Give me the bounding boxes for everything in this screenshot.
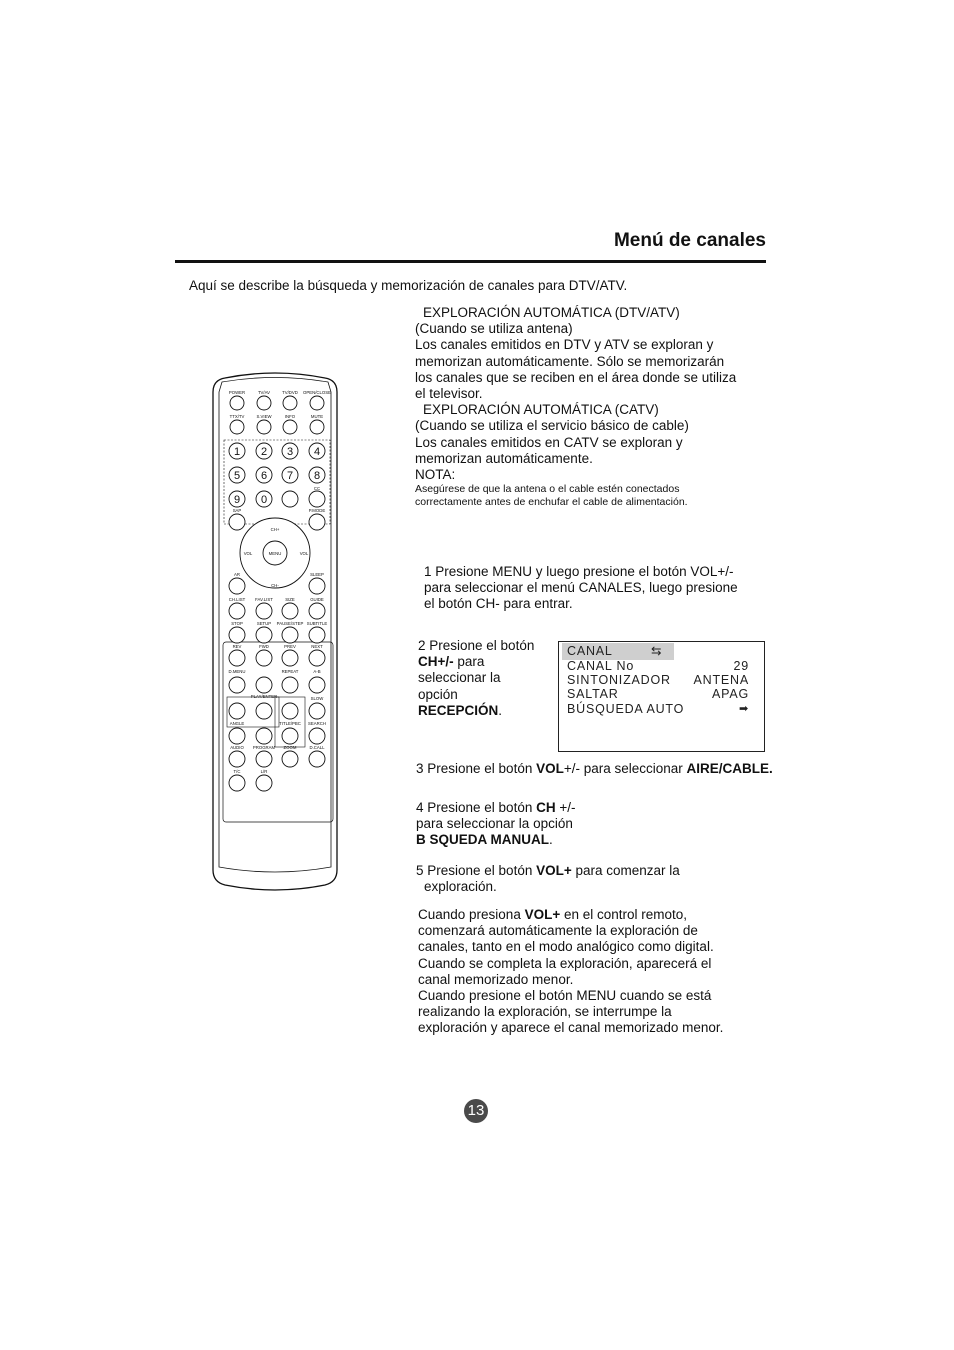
step-4-bold: B SQUEDA MANUAL <box>416 832 549 848</box>
remote-button-enter <box>256 703 272 719</box>
remote-button-fav_list <box>256 603 272 619</box>
remote-button-cc <box>309 491 325 507</box>
dtv-atv-line: el televisor. <box>415 386 483 402</box>
step-2-bold: RECEPCIÓN <box>418 702 499 718</box>
closing-paragraph <box>418 907 768 1037</box>
remote-label-pause_step: PAUSE/STEP <box>276 621 304 626</box>
remote-label-prev: PREV <box>284 644 296 649</box>
remote-label-info: INFO <box>284 414 296 419</box>
remote-button-open_close <box>310 396 324 410</box>
step-2-line <box>418 654 553 670</box>
title-rule <box>175 260 766 263</box>
closing-line: realizando la exploración, se interrumpe la <box>418 1004 672 1020</box>
remote-label-a_b: A-B <box>313 669 321 674</box>
remote-label-vol-left: VOL <box>243 551 253 556</box>
osd-row-value: APAG <box>711 687 749 701</box>
remote-button-tv_av <box>257 396 271 410</box>
remote-button-tv_dvd <box>283 396 297 410</box>
step-2-text: . <box>498 702 503 718</box>
remote-button-title_pbc <box>282 728 298 744</box>
remote-button-left <box>229 703 245 719</box>
remote-button-sap <box>229 514 245 530</box>
remote-label-mute: MUTE <box>310 414 324 419</box>
catv-line: Los canales emitidos en CATV se exploran y <box>415 434 683 450</box>
remote-label-tv_dvd: TV/DVD <box>282 390 298 395</box>
remote-label-angle: ANGLE <box>229 721 245 726</box>
remote-label-vol-right: VOL <box>299 551 309 556</box>
remote-button-ttx <box>230 420 244 434</box>
osd-row-value: 29 <box>733 659 749 673</box>
remote-label-tc: T/C <box>233 769 241 774</box>
remote-button-d_menu <box>229 677 245 693</box>
remote-button-info <box>283 420 297 434</box>
step-2-text: para <box>453 654 485 670</box>
closing-line: comenzará automáticamente la exploración de <box>418 923 698 939</box>
remote-button-angle <box>229 728 245 744</box>
step-4-line: para seleccionar la opción <box>416 816 573 832</box>
remote-label-s_view: S.VIEW <box>256 414 272 419</box>
remote-label-audio: AUDIO <box>230 745 244 750</box>
arrow-right-icon: ➡ <box>738 703 749 715</box>
remote-label-play_enter: PLAY/ENTER <box>250 694 278 699</box>
dtv-atv-line: los canales que se reciben en el área donde se utiliza <box>415 369 737 385</box>
remote-label-lr: L/R <box>260 769 268 774</box>
remote-label-rev: REV <box>232 644 242 649</box>
remote-label-sleep: SLEEP <box>310 572 324 577</box>
catv-line: memorizan automáticamente. <box>415 450 593 466</box>
remote-label-repeat: REPEAT <box>281 669 299 674</box>
step-3-text: +/- para seleccionar <box>563 761 687 776</box>
step-4-text: +/- <box>555 800 576 815</box>
remote-label-subtitle: SUBTITLE <box>306 621 328 626</box>
closing-text: Cuando presiona <box>418 907 525 922</box>
remote-label-ttx: TTX/TV <box>229 414 245 419</box>
closing-line <box>418 907 768 923</box>
remote-button-subtitle <box>309 627 325 643</box>
remote-label-size: SIZE <box>285 597 295 602</box>
remote-digit-label: 9 <box>233 494 241 506</box>
step-1 <box>424 564 769 613</box>
remote-label-d_menu: D.MENU <box>228 669 246 674</box>
remote-button-prev <box>282 650 298 666</box>
osd-row-label: SINTONIZADOR <box>567 673 671 687</box>
osd-row-auto-search <box>567 702 749 716</box>
closing-line: Cuando presione el botón MENU cuando se está <box>418 988 712 1004</box>
step-5-text: 5 Presione el botón <box>416 863 537 878</box>
closing-line: exploración y aparece el canal memorizado menor. <box>418 1020 724 1036</box>
remote-label-slow: SLOW <box>310 696 324 701</box>
remote-digit-label: 4 <box>313 446 321 458</box>
step-5 <box>416 863 736 895</box>
closing-line: Cuando se completa la exploración, aparecerá el <box>418 955 712 971</box>
remote-label-ch-minus: CH- <box>271 583 279 588</box>
osd-row-label: SALTAR <box>567 687 619 701</box>
step-1-line: para seleccionar el menú CANALES, luego presione <box>424 580 738 596</box>
step-4-line <box>416 800 616 816</box>
remote-button-search <box>309 728 325 744</box>
note-label: NOTA: <box>415 467 456 483</box>
remote-digit-label: 1 <box>233 446 241 458</box>
remote-label-program: PROGRAM <box>252 745 276 750</box>
step-2-bold: CH+/- <box>418 654 454 670</box>
step-3 <box>416 761 773 777</box>
remote-label-title_pbc: TITLE/PBC <box>279 721 301 726</box>
note-line: correctamente antes de enchufar el cable de alimentación. <box>415 495 688 508</box>
page-title: Menú de canales <box>613 230 766 251</box>
remote-label-stop: STOP <box>231 621 243 626</box>
remote-label-d_call: D.CALL <box>309 745 325 750</box>
step-4-text: 4 Presione el botón <box>416 800 537 815</box>
remote-button-d_call <box>309 751 325 767</box>
remote-button-lr <box>256 775 272 791</box>
remote-button-down <box>256 728 272 744</box>
closing-line: canales, tanto en el modo analógico como digital. <box>418 939 714 955</box>
step-3-bold: VOL <box>536 761 564 776</box>
remote-label-search: SEARCH <box>308 721 326 726</box>
remote-button-setup <box>256 627 272 643</box>
auto-scan-section <box>415 305 775 508</box>
remote-button-a_b <box>309 677 325 693</box>
osd-row-channel-no <box>567 659 749 673</box>
step-5-bold: VOL+ <box>536 863 572 878</box>
remote-digit-label: 5 <box>233 470 241 482</box>
dtv-atv-heading: EXPLORACIÓN AUTOMÁTICA (DTV/ATV) <box>423 305 680 320</box>
intro-text: Aquí se describe la búsqueda y memorización de canales para DTV/ATV. <box>189 278 628 293</box>
remote-button-program <box>256 751 272 767</box>
remote-digit-label: 0 <box>260 494 268 506</box>
osd-row-label: CANAL No <box>567 659 635 673</box>
remote-button-repeat <box>282 677 298 693</box>
remote-button-audio <box>229 751 245 767</box>
osd-header-label: CANAL <box>567 644 613 658</box>
remote-button-right <box>282 703 298 719</box>
step-5-text: para comenzar la <box>571 863 680 878</box>
osd-row-tuner <box>567 673 749 687</box>
remote-label-fwd: FWD <box>259 644 269 649</box>
remote-button-zoom <box>282 751 298 767</box>
remote-digit-label: 2 <box>260 446 268 458</box>
osd-header <box>567 644 749 658</box>
remote-label-sap: SAP <box>232 508 242 513</box>
remote-button-up <box>256 677 272 693</box>
remote-button-ar <box>229 578 245 594</box>
remote-button-guide <box>309 603 325 619</box>
step-2 <box>418 638 553 719</box>
step-1-line: el botón CH- para entrar. <box>424 596 573 612</box>
step-2-line: seleccionar la <box>418 670 501 686</box>
page-number: 13 <box>464 1099 488 1123</box>
remote-button-ch_list <box>229 603 245 619</box>
remote-label-open_close: OPEN/CLOSE <box>303 390 331 395</box>
remote-digit-label: 3 <box>286 446 294 458</box>
remote-button-p_mode <box>309 514 325 530</box>
note-line: Asegúrese de que la antena o el cable estén conectados <box>415 483 680 496</box>
step-3-bold: AIRE/CABLE. <box>686 761 773 776</box>
osd-menu-box <box>558 641 765 752</box>
dtv-atv-condition: (Cuando se utiliza antena) <box>415 321 573 337</box>
remote-label-power: POWER <box>228 390 246 395</box>
remote-label-fav_list: FAV.LIST <box>255 597 273 602</box>
step-5-line <box>416 863 736 879</box>
osd-row-value: ANTENA <box>693 673 749 687</box>
catv-heading: EXPLORACIÓN AUTOMÁTICA (CATV) <box>423 402 659 418</box>
remote-button-rev <box>229 650 245 666</box>
remote-button-mute <box>310 420 324 434</box>
dtv-atv-line: Los canales emitidos en DTV y ATV se exploran y <box>415 337 714 353</box>
remote-label-guide: GUIDE <box>310 597 324 602</box>
step-4-line <box>416 832 616 848</box>
remote-button-s_view <box>257 420 271 434</box>
remote-button-size <box>282 603 298 619</box>
step-5-line: exploración. <box>424 879 497 895</box>
remote-button-next <box>309 650 325 666</box>
osd-row-label: BÚSQUEDA AUTO <box>567 702 685 716</box>
remote-label-ch-plus: CH+ <box>270 527 280 532</box>
remote-label-ar: AR <box>234 572 240 577</box>
step-2-line: opción <box>418 686 458 702</box>
remote-button-sleep <box>309 578 325 594</box>
remote-label-menu: MENU <box>268 551 282 556</box>
step-3-text: 3 Presione el botón <box>416 761 537 776</box>
step-4 <box>416 800 616 849</box>
remote-button-slow <box>309 703 325 719</box>
remote-digit-label: 8 <box>313 470 321 482</box>
step-2-line: 2 Presione el botón <box>418 638 535 653</box>
remote-label-tv_av: TV/AV <box>257 390 271 395</box>
remote-control-illustration <box>200 370 350 895</box>
closing-text: en el control remoto, <box>560 907 688 922</box>
step-4-bold: CH <box>536 800 556 815</box>
step-1-line: 1 Presione MENU y luego presione el botón VOL+/- <box>424 564 734 579</box>
remote-button-fwd <box>256 650 272 666</box>
remote-button-pause_step <box>282 627 298 643</box>
remote-digit-label: 6 <box>260 470 268 482</box>
remote-button-power <box>230 396 244 410</box>
closing-line: canal memorizado menor. <box>418 971 574 987</box>
remote-label-zoom: ZOOM <box>283 745 297 750</box>
dtv-atv-line: memorizan automáticamente. Sólo se memorizarán <box>415 353 725 369</box>
remote-button-blank <box>282 491 298 507</box>
closing-bold: VOL+ <box>524 907 561 922</box>
step-2-line <box>418 703 553 719</box>
remote-digit-label: 7 <box>286 470 294 482</box>
step-4-text: . <box>549 832 553 848</box>
remote-label-setup: SETUP <box>256 621 272 626</box>
remote-label-next: NEXT <box>311 644 323 649</box>
catv-condition: (Cuando se utiliza el servicio básico de cable) <box>415 418 689 434</box>
remote-label-ch_list: CH.LIST <box>228 597 246 602</box>
left-right-arrows-icon: ⇆ <box>651 644 663 658</box>
remote-button-stop <box>229 627 245 643</box>
remote-label-p_mode: P.MODE <box>308 508 326 513</box>
osd-row-skip <box>567 687 749 701</box>
remote-button-tc <box>229 775 245 791</box>
remote-label-cc: CC <box>313 486 321 491</box>
